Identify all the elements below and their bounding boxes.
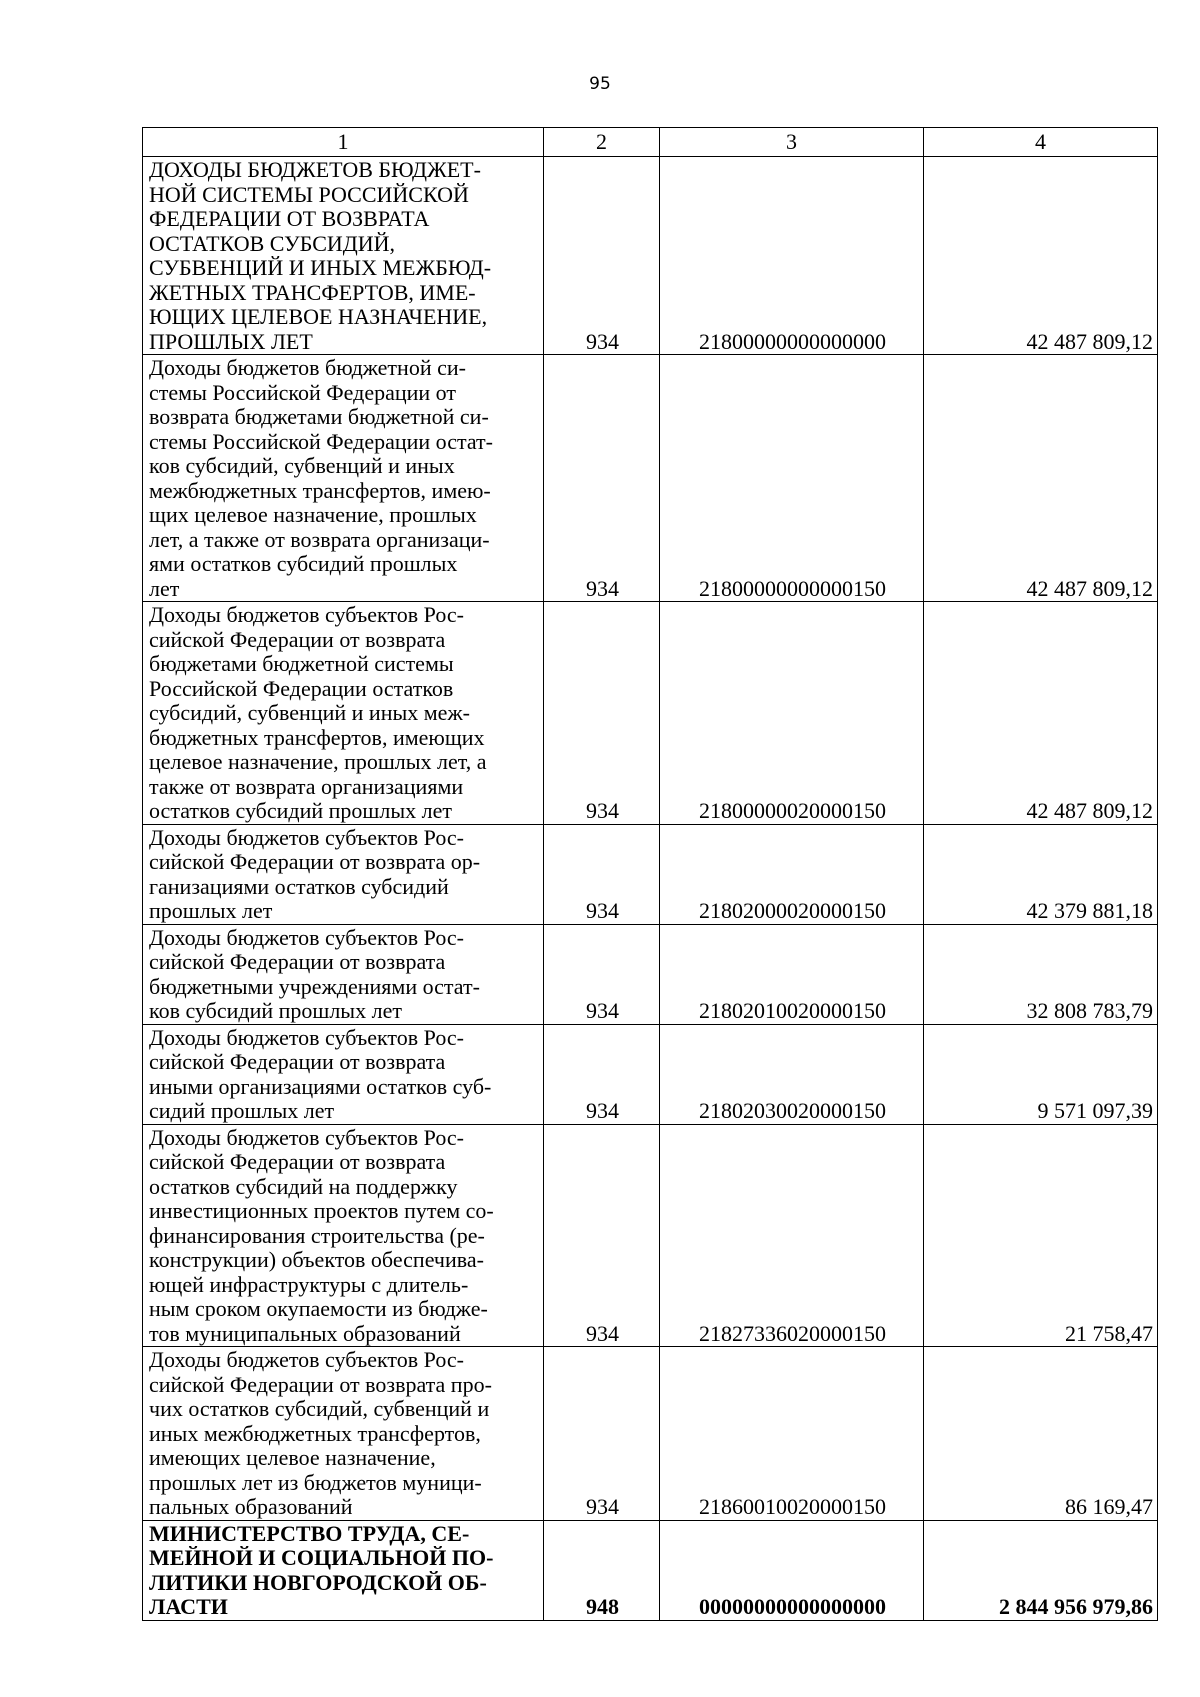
row-admin-code: 948: [544, 1520, 660, 1620]
row-description: ДОХОДЫ БЮДЖЕТОВ БЮДЖЕТ- НОЙ СИСТЕМЫ РОССИЙСКОЙ ФЕДЕРАЦИИ ОТ ВОЗВРАТА ОСТАТКОВ СУБСИДИЙ, СУБВЕНЦИЙ И ИНЫХ МЕЖБЮД- ЖЕТНЫХ ТРАНСФЕРТОВ, ИМЕ- ЮЩИХ ЦЕЛЕВОЕ НАЗНАЧЕНИЕ, ПРОШЛЫХ ЛЕТ: [143, 157, 544, 355]
column-header-1: 1: [143, 128, 544, 157]
row-description: Доходы бюджетов субъектов Рос- сийской Федерации от возврата бюджетами бюджетной системы Российской Федерации остатков субсидий, субвенций и иных меж- бюджетных трансфертов, имеющих целевое назначение, прошлых лет, а также от возврата организациями остатков субсидий прошлых лет: [143, 602, 544, 825]
page-number: 95: [589, 74, 611, 94]
table-row: [143, 1024, 1158, 1124]
column-header-2: 2: [544, 128, 660, 157]
row-admin-code: 934: [544, 1347, 660, 1521]
column-header-4: 4: [924, 128, 1158, 157]
row-amount: 86 169,47: [924, 1347, 1158, 1521]
table-row: [143, 355, 1158, 602]
budget-table: [142, 127, 1158, 1621]
row-admin-code: 934: [544, 824, 660, 924]
table-row: [143, 1124, 1158, 1347]
row-admin-code: 934: [544, 157, 660, 355]
row-budget-code: 21800000000000150: [660, 355, 924, 602]
row-budget-code: 21800000020000150: [660, 602, 924, 825]
row-budget-code: 21802010020000150: [660, 924, 924, 1024]
row-budget-code: 21802000020000150: [660, 824, 924, 924]
table-row: [143, 157, 1158, 355]
table-body: [143, 157, 1158, 1621]
row-admin-code: 934: [544, 1124, 660, 1347]
row-admin-code: 934: [544, 924, 660, 1024]
row-budget-code: 21827336020000150: [660, 1124, 924, 1347]
table-row: [143, 1347, 1158, 1521]
column-header-3: 3: [660, 128, 924, 157]
row-description: Доходы бюджетов субъектов Рос- сийской Федерации от возврата иными организациями остатков суб- сидий прошлых лет: [143, 1024, 544, 1124]
row-budget-code: 00000000000000000: [660, 1520, 924, 1620]
row-admin-code: 934: [544, 1024, 660, 1124]
row-amount: 32 808 783,79: [924, 924, 1158, 1024]
row-amount: 42 487 809,12: [924, 602, 1158, 825]
row-amount: 42 487 809,12: [924, 157, 1158, 355]
row-description: Доходы бюджетов субъектов Рос- сийской Федерации от возврата бюджетными учреждениями остат- ков субсидий прошлых лет: [143, 924, 544, 1024]
table-header-row: [143, 128, 1158, 157]
row-budget-code: 21860010020000150: [660, 1347, 924, 1521]
row-description: МИНИСТЕРСТВО ТРУДА, СЕ- МЕЙНОЙ И СОЦИАЛЬНОЙ ПО- ЛИТИКИ НОВГОРОДСКОЙ ОБ- ЛАСТИ: [143, 1520, 544, 1620]
row-description: Доходы бюджетов бюджетной си- стемы Российской Федерации от возврата бюджетами бюджетной си- стемы Российской Федерации остат- ков субсидий, субвенций и иных межбюджетных трансфертов, имею- щих целевое назначение, прошлых лет, а также от возврата организаци- ями остатков субсидий прошлых лет: [143, 355, 544, 602]
row-amount: 2 844 956 979,86: [924, 1520, 1158, 1620]
row-amount: 42 487 809,12: [924, 355, 1158, 602]
row-amount: 21 758,47: [924, 1124, 1158, 1347]
table-row: [143, 924, 1158, 1024]
row-amount: 42 379 881,18: [924, 824, 1158, 924]
row-description: Доходы бюджетов субъектов Рос- сийской Федерации от возврата остатков субсидий на поддержку инвестиционных проектов путем со- финансирования строительства (ре- конструкции) объектов обеспечива- ющей инфраструктуры с длитель- ным сроком окупаемости из бюдже- тов муниципальных образований: [143, 1124, 544, 1347]
row-admin-code: 934: [544, 355, 660, 602]
row-admin-code: 934: [544, 602, 660, 825]
row-amount: 9 571 097,39: [924, 1024, 1158, 1124]
row-description: Доходы бюджетов субъектов Рос- сийской Федерации от возврата про- чих остатков субсидий, субвенций и иных межбюджетных трансфертов, имеющих целевое назначение, прошлых лет из бюджетов муници- пальных образований: [143, 1347, 544, 1521]
table-row: [143, 1520, 1158, 1620]
table-row: [143, 824, 1158, 924]
row-budget-code: 21802030020000150: [660, 1024, 924, 1124]
row-budget-code: 21800000000000000: [660, 157, 924, 355]
row-description: Доходы бюджетов субъектов Рос- сийской Федерации от возврата ор- ганизациями остатков субсидий прошлых лет: [143, 824, 544, 924]
table-row: [143, 602, 1158, 825]
